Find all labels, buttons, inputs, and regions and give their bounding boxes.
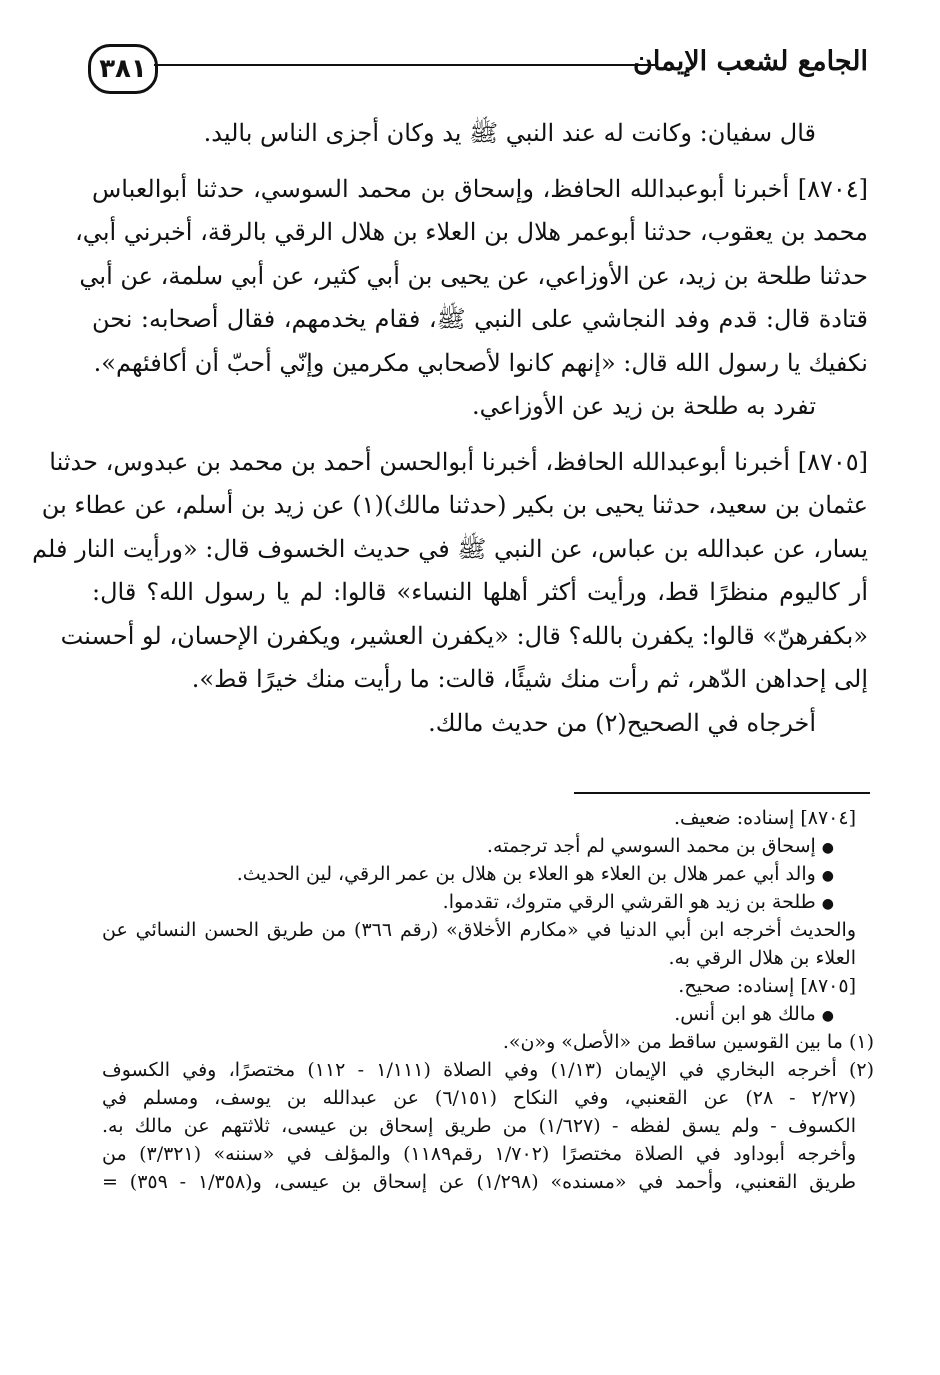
text-line: يسار، عن عبدالله بن عباس، عن النبي ﷺ في حديث الخسوف قال: «ورأيت النار فلم bbox=[32, 534, 868, 563]
text-line: «بكفرهنّ» قالوا: يكفرن بالله؟ قال: «يكفرن العشير، ويكفرن الإحسان، لو أحسنت bbox=[60, 621, 868, 650]
text-line: حدثنا طلحة بن زيد، عن الأوزاعي، عن يحيى بن أبي كثير، عن أبي سلمة، عن أبي bbox=[79, 261, 868, 290]
footnote-line: طريق القعنبي، وأحمد في «مسنده» (١/٢٩٨) عن إسحاق بن عيسى، و(١/٣٥٨ - ٣٥٩) = bbox=[102, 1171, 857, 1193]
text-line: [٨٧٠٤] أخبرنا أبوعبدالله الحافظ، وإسحاق بن محمد السوسي، حدثنا أبوالعباس bbox=[92, 174, 868, 203]
footnote-line: والحديث أخرجه ابن أبي الدنيا في «مكارم الأخلاق» (رقم ٣٦٦) من طريق الحسن النسائي عن bbox=[102, 919, 857, 941]
footnote-text: طلحة بن زيد هو القرشي الرقي متروك، تقدموا. bbox=[442, 891, 816, 913]
footnote-line: [٨٧٠٥] إسناده: صحيح. bbox=[678, 975, 856, 997]
text-line: [٨٧٠٥] أخبرنا أبوعبدالله الحافظ، أخبرنا أبوالحسن أحمد بن محمد بن عبدوس، حدثنا bbox=[49, 447, 868, 476]
paragraph-gap bbox=[92, 429, 868, 441]
text-line: تفرد به طلحة بن زيد عن الأوزاعي. bbox=[471, 392, 816, 420]
footnote-text: إسحاق بن محمد السوسي لم أجد ترجمته. bbox=[486, 835, 816, 857]
text-line: قال سفيان: وكانت له عند النبي ﷺ يد وكان أجزى الناس باليد. bbox=[203, 119, 816, 147]
footnote-line: وأخرجه أبوداود في الصلاة مختصرًا (١/٧٠٢ رقم١١٨٩) والمؤلف في «سننه» (٣/٣٢١) من bbox=[102, 1143, 856, 1165]
text-line: أر كاليوم منظرًا قط، ورأيت أكثر أهلها النساء» قالوا: لم يا رسول الله؟ قال: bbox=[92, 578, 868, 606]
paragraph-gap bbox=[92, 156, 868, 168]
page-number: ٣٨١ bbox=[88, 44, 158, 94]
header-rule bbox=[154, 64, 658, 66]
footnote-line: (٢) أخرجه البخاري في الإيمان (١/١٣) وفي الصلاة (١/١١١ - ١١٢) مختصرًا، وفي الكسوف bbox=[102, 1059, 875, 1081]
footnote-line bbox=[102, 888, 874, 916]
footnote-line: [٨٧٠٤] إسناده: ضعيف. bbox=[673, 807, 856, 829]
footnote-text: مالك هو ابن أنس. bbox=[674, 1003, 816, 1025]
bullet-icon: ● bbox=[821, 896, 834, 912]
text-line: إلى إحداهن الدّهر، ثم رأت منك شيئًا، قالت: ما رأيت منك خيرًا قط». bbox=[191, 665, 868, 693]
text-line: أخرجاه في الصحيح(٢) من حديث مالك. bbox=[428, 708, 816, 737]
page-header bbox=[88, 42, 868, 102]
footnote-line: العلاء بن هلال الرقي به. bbox=[668, 947, 856, 969]
bullet-icon: ● bbox=[821, 868, 834, 884]
running-title: الجامع لشعب الإيمان bbox=[633, 46, 868, 77]
footnote-text: والد أبي عمر هلال بن العلاء هو العلاء بن هلال بن عمر الرقي، لين الحديث. bbox=[236, 863, 816, 885]
text-line: قتادة قال: قدم وفد النجاشي على النبي ﷺ، فقام يخدمهم، فقال أصحابه: نحن bbox=[92, 305, 868, 333]
footnotes bbox=[102, 804, 874, 1196]
bullet-icon: ● bbox=[821, 840, 834, 856]
footnote-line: (١) ما بين القوسين ساقط من «الأصل» و«ن». bbox=[502, 1031, 874, 1053]
bullet-icon: ● bbox=[821, 1008, 834, 1024]
footnote-separator bbox=[574, 792, 870, 794]
text-line: عثمان بن سعيد، حدثنا يحيى بن بكير (حدثنا مالك)(١) عن زيد بن أسلم، عن عطاء بن bbox=[41, 491, 868, 519]
footnote-line bbox=[102, 1000, 874, 1028]
text-line: نكفيك يا رسول الله قال: «إنهم كانوا لأصحابي مكرمين وإنّي أحبّ أن أكافئهم». bbox=[93, 348, 868, 377]
footnote-line bbox=[102, 832, 874, 860]
main-text bbox=[32, 112, 868, 745]
footnote-line: الكسوف - ولم يسق لفظه - (١/٦٢٧) من طريق إسحاق بن عيسى، ثلاثتهم عن مالك به. bbox=[102, 1115, 856, 1137]
footnote-line bbox=[102, 860, 874, 888]
text-line: محمد بن يعقوب، حدثنا أبوعمر هلال بن العلاء بن هلال الرقي بالرقة، أخبرني أبي، bbox=[75, 218, 868, 246]
footnote-line: (٢/٢٧ - ٢٨) عن القعنبي، وفي النكاح (٦/١٥١) عن عبدالله بن يوسف، ومسلم في bbox=[102, 1087, 856, 1109]
